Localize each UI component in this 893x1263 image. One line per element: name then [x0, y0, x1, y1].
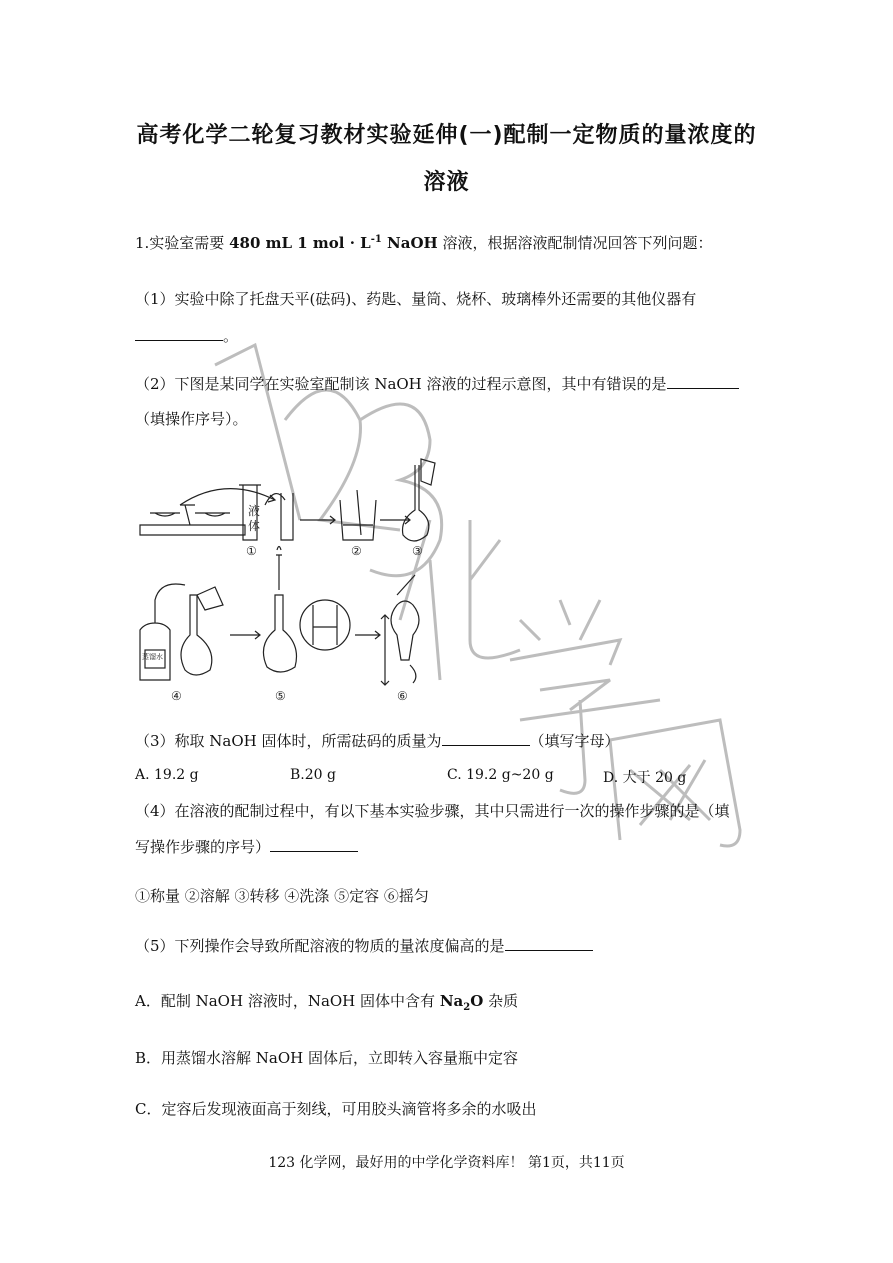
- part-4-text: （4）在溶液的配制过程中，有以下基本实验步骤，其中只需进行一次的操作步骤的是（填: [135, 802, 730, 820]
- part-3-text: [135, 730, 620, 751]
- part-3-hint: （填写字母）: [529, 732, 620, 750]
- preparation-diagram: [135, 455, 455, 705]
- wash-bottle-icon: [140, 584, 185, 680]
- step-label-5: ⑤: [275, 689, 286, 703]
- part-4-steps: ①称量 ②溶解 ③转移 ④洗涤 ⑤定容 ⑥摇匀: [135, 887, 429, 905]
- chem-subscript: 2: [463, 1002, 471, 1013]
- part-2-text: [135, 373, 739, 394]
- option-a-suffix: 杂质: [483, 992, 519, 1010]
- q1-prefix: 1.实验室需要: [135, 234, 230, 252]
- answer-blank-3[interactable]: [442, 731, 530, 746]
- page-title-line1: 高考化学二轮复习教材实验延伸(一)配制一定物质的量浓度的: [136, 123, 757, 148]
- question-1-intro: [135, 232, 713, 253]
- part-5-question: （5）下列操作会导致所配溶液的物质的量浓度偏高的是: [135, 937, 505, 955]
- part-5-option-c: C．定容后发现液面高于刻线，可用胶头滴管将多余的水吸出: [135, 1100, 537, 1118]
- q1-concentration: 480 mL 1 mol · L: [229, 234, 371, 252]
- option-c[interactable]: C. 19.2 g~20 g: [447, 767, 554, 783]
- part-4-question: 写操作步骤的序号）: [135, 838, 271, 856]
- q1-solute: NaOH: [381, 234, 438, 252]
- step-label-2: ②: [351, 544, 362, 558]
- option-d[interactable]: D. 大于 20 g: [603, 770, 687, 786]
- volumetric-flask-icon: [403, 465, 429, 541]
- option-a[interactable]: A. 19.2 g: [135, 767, 199, 783]
- balance-icon: [140, 505, 245, 535]
- part-5-option-a: [135, 990, 518, 1013]
- answer-blank-2[interactable]: [667, 374, 739, 389]
- dropper-icon: [276, 547, 282, 591]
- part-2-hint: （填操作序号）。: [135, 410, 248, 428]
- option-b[interactable]: B.20 g: [290, 767, 336, 783]
- part-1-end: 。: [223, 327, 239, 345]
- step-label-3: ③: [412, 544, 423, 558]
- part-5-option-b: B．用蒸馏水溶解 NaOH 固体后，立即转入容量瓶中定容: [135, 1049, 519, 1067]
- bottle-label: 蒸馏水: [142, 653, 163, 661]
- answer-blank-5[interactable]: [505, 936, 593, 951]
- beaker-icon: [340, 490, 376, 540]
- q1-suffix: 溶液，根据溶液配制情况回答下列问题：: [437, 234, 713, 252]
- liquid-label-1: 液: [248, 504, 261, 518]
- step-label-4: ④: [171, 689, 182, 703]
- part-4-line2: [135, 836, 358, 857]
- answer-blank-1[interactable]: [135, 326, 223, 341]
- chem-na: Na: [439, 992, 464, 1010]
- step-label-1: ①: [246, 544, 257, 558]
- part-5-text: [135, 935, 593, 956]
- part-1-answer-line: [135, 325, 238, 346]
- page-title-line2: 溶液: [423, 170, 470, 195]
- flask-shake-icon: [391, 601, 419, 660]
- part-3-question: （3）称取 NaOH 固体时，所需砝码的质量为: [135, 732, 442, 750]
- step-label-6: ⑥: [397, 689, 408, 703]
- liquid-label-2: 体: [248, 519, 261, 533]
- option-a-text: A．配制 NaOH 溶液时，NaOH 固体中含有: [135, 992, 440, 1010]
- page-footer: 123 化学网，最好用的中学化学资料库！ 第1页，共11页: [268, 1155, 625, 1171]
- part-1-text: （1）实验中除了托盘天平(砝码)、药匙、量筒、烧杯、玻璃棒外还需要的其他仪器有: [135, 290, 697, 308]
- answer-blank-4[interactable]: [270, 837, 358, 852]
- chem-o: O: [470, 992, 484, 1010]
- q1-exponent: -1: [370, 234, 382, 245]
- part-2-question: （2）下图是某同学在实验室配制该 NaOH 溶液的过程示意图，其中有错误的是: [135, 375, 667, 393]
